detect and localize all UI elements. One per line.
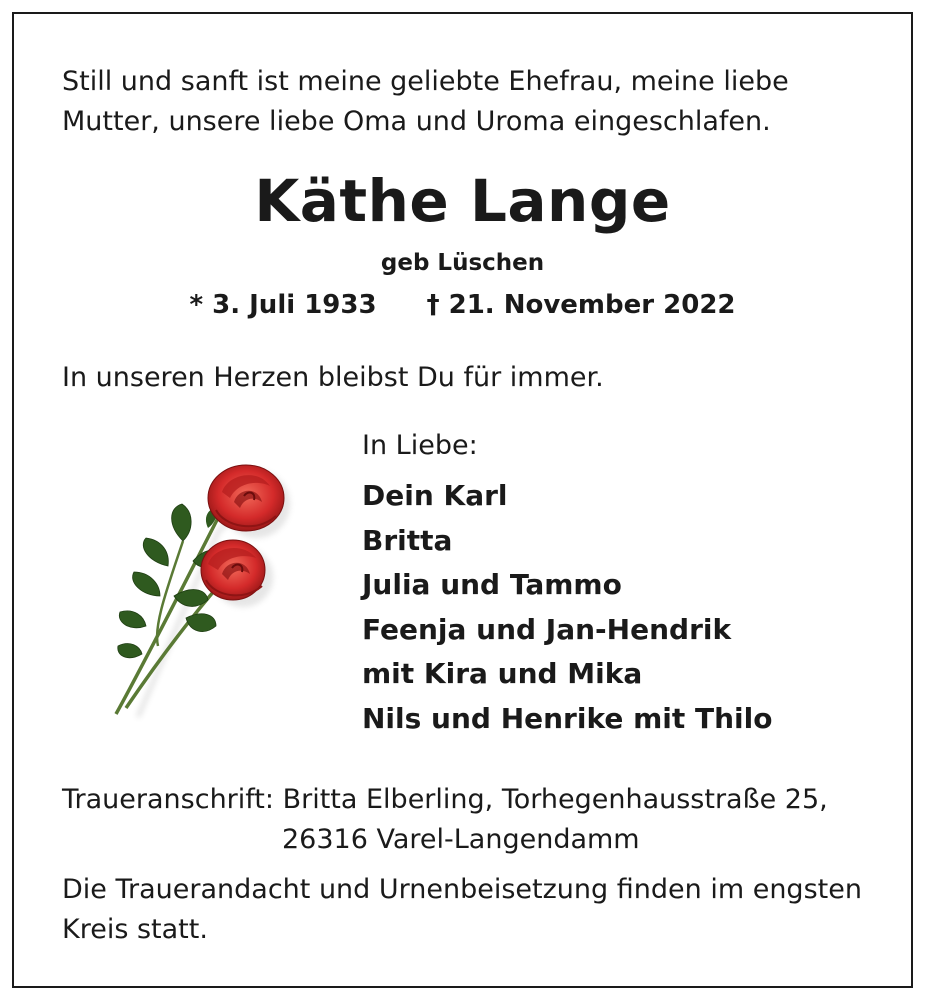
mourning-address-line-2: 26316 Varel-Langendamm — [282, 824, 640, 855]
obituary-notice — [12, 12, 913, 988]
mourner-name: Nils und Henrike mit Thilo — [362, 701, 773, 735]
maiden-name: geb Lüschen — [380, 250, 545, 276]
intro-line-1: Still und sanft ist meine geliebte Ehefrau, meine liebe — [62, 66, 789, 97]
ceremony-note-line-1: Die Trauerandacht und Urnenbeisetzung finden im engsten — [62, 874, 862, 905]
death-date: † 21. November 2022 — [426, 290, 736, 320]
mourner-name: Julia und Tammo — [362, 568, 622, 601]
ceremony-note — [62, 870, 882, 950]
mourner-name: Dein Karl — [362, 479, 508, 512]
mourners-label: In Liebe: — [362, 430, 478, 461]
intro-text — [62, 62, 842, 142]
birth-date: * 3. Juli 1933 — [189, 290, 377, 320]
roses-illustration — [98, 446, 298, 726]
mourning-address-line-1: Traueranschrift: Britta Elberling, Torhegenhausstraße 25, — [62, 784, 828, 815]
mourners-list — [362, 474, 772, 741]
intro-line-2: Mutter, unsere liebe Oma und Uroma eingeschlafen. — [62, 106, 771, 137]
mourner-name: Feenja und Jan-Hendrik — [362, 612, 732, 646]
deceased-name: Käthe Lange — [254, 167, 671, 235]
mourner-name: Britta — [362, 523, 453, 557]
sentiment-text: In unseren Herzen bleibst Du für immer. — [62, 362, 604, 393]
lower-rose — [201, 540, 265, 600]
mourner-name: mit Kira und Mika — [362, 657, 643, 690]
ceremony-note-line-2: Kreis statt. — [62, 914, 208, 945]
life-dates — [14, 287, 911, 323]
